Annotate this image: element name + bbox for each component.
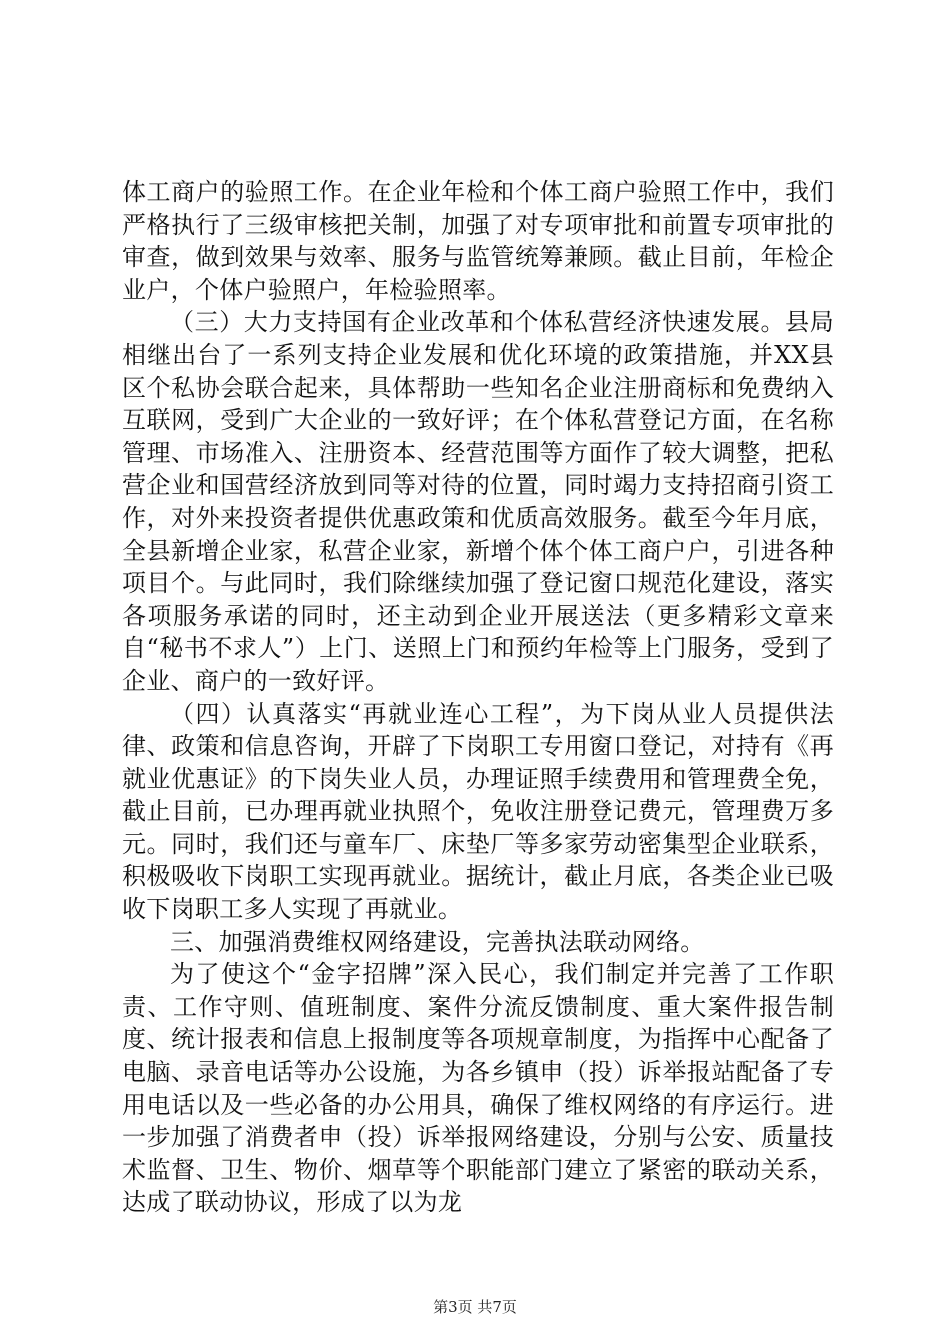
document-body bbox=[122, 176, 834, 1219]
paragraph-2: （三）大力支持国有企业改革和个体私营经济快速发展。县局相继出台了一系列支持企业发展和优化环境的政策措施，并XX县区个私协会联合起来，具体帮助一些知名企业注册商标和免费纳入互联网，受到广大企业的一致好评；在个体私营登记方面，在名称管理、市场准入、注册资本、经营范围等方面作了较大调整，把私营企业和国营经济放到同等对待的位置，同时竭力支持招商引资工作，对外来投资者提供优惠政策和优质高效服务。截至今年月底，全县新增企业家，私营企业家，新增个体个体工商户户，引进各种项目个。与此同时，我们除继续加强了登记窗口规范化建设，落实各项服务承诺的同时，还主动到企业开展送法（更多精彩文章来自“秘书不求人”）上门、送照上门和预约年检等上门服务，受到了企业、商户的一致好评。 bbox=[122, 308, 834, 695]
paragraph-3: （四）认真落实“再就业连心工程”，为下岗从业人员提供法律、政策和信息咨询，开辟了下岗职工专用窗口登记，对持有《再就业优惠证》的下岗失业人员，办理证照手续费用和管理费全免，截止目前，已办理再就业执照个，免收注册登记费元，管理费万多元。同时，我们还与童车厂、床垫厂等多家劳动密集型企业联系，积极吸收下岗职工实现再就业。据统计，截止月底，各类企业已吸收下岗职工多人实现了再就业。 bbox=[122, 699, 834, 924]
page-number: 第3页 共7页 bbox=[433, 1298, 517, 1316]
paragraph-1: 体工商户的验照工作。在企业年检和个体工商户验照工作中，我们严格执行了三级审核把关制，加强了对专项审批和前置专项审批的审查，做到效果与效率、服务与监管统筹兼顾。截止目前，年检企业户，个体户验照户，年检验照率。 bbox=[122, 178, 834, 304]
page-footer bbox=[0, 1296, 950, 1317]
section-heading-3: 三、加强消费维权网络建设，完善执法联动网络。 bbox=[170, 927, 705, 956]
paragraph-4: 为了使这个“金字招牌”深入民心，我们制定并完善了工作职责、工作守则、值班制度、案件分流反馈制度、重大案件报告制度、统计报表和信息上报制度等各项规章制度，为指挥中心配备了电脑、录音电话等办公设施，为各乡镇申（投）诉举报站配备了专用电话以及一些必备的办公用具，确保了维权网络的有序运行。进一步加强了消费者申（投）诉举报网络建设，分别与公安、质量技术监督、卫生、物价、烟草等个职能部门建立了紧密的联动关系，达成了联动协议，形成了以为龙 bbox=[122, 960, 834, 1217]
